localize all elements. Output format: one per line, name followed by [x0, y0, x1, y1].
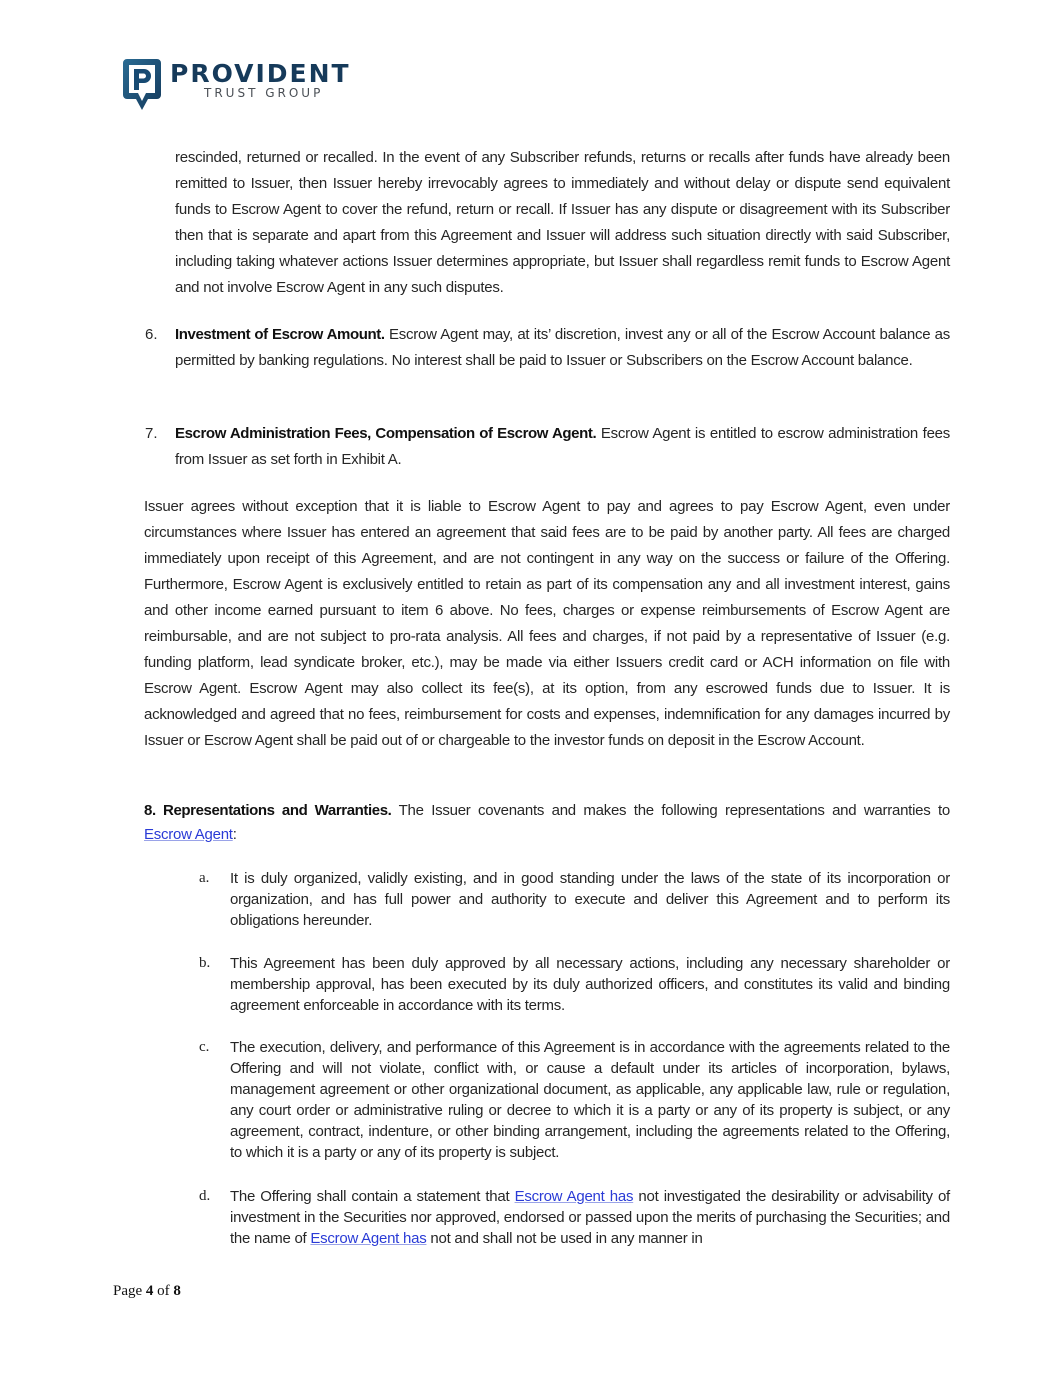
logo-p-pin-icon [122, 58, 162, 112]
logo-subtitle: TRUST GROUP [204, 86, 324, 100]
item-a-text: It is duly organized, validly existing, and in good standing under the laws of the state of its incorporation or organization, and has full power and authority to execute and deliver this Agreement and to perform its obligations hereunder. [230, 870, 950, 929]
page-current: 4 [145, 1283, 154, 1299]
item-b-text: This Agreement has been duly approved by all necessary actions, including any necessary shareholder or membership approval, has been executed by its duly authorized officers, and constitutes its valid and binding agreement enforceable in accordance with its terms. [230, 955, 950, 1014]
fees-paragraph: Issuer agrees without exception that it is liable to Escrow Agent to pay and agrees to pay Escrow Agent, even under circumstances where Issuer has entered an agreement that said fees are to be paid by another party. All fees are charged immediately upon receipt of this Agreement, and are not contingent in any way on the success or failure of the Offering. Furthermore, Escrow Agent is exclusively entitled to retain as part of its compensation any and all investment interest, gains and other income earned pursuant to item 6 above. No fees, charges or expense reimbursements of Escrow Agent are reimbursable, and are not subject to pro-rata analysis. All fees and charges, if not paid by a representative of Issuer (e.g. funding platform, lead syndicate broker, etc.), may be made via either Issuers credit card or ACH information on file with Escrow Agent. Escrow Agent may also collect its fee(s), at its option, from any escrowed funds due to Issuer. It is acknowledged and agreed that no fees, reimbursement for costs and expenses, indemnification for any damages incurred by Issuer or Escrow Agent shall be paid out of or chargeable to the investor funds on deposit in the Escrow Account. [144, 498, 950, 749]
item-c-text: The execution, delivery, and performance of this Agreement is in accordance with the agreements related to the Offering and will not violate, conflict with, or cause a default under its articles of incorporation, bylaws, management agreement or other organizational document, as applicable, any applicable law, rule or regulation, any court order or administrative ruling or decree to which it is a party or any of its property is subject, or any agreement, contract, indenture, or other binding arrangement, including the agreements related to the Offering, to which it is a party or any of its property is subject. [230, 1039, 950, 1161]
section-8-tail: : [232, 826, 237, 843]
page-of: of [153, 1283, 174, 1299]
item-a-label: a. [199, 870, 210, 886]
section-7-title: Escrow Administration Fees, Compensation of Escrow Agent. [175, 425, 597, 442]
section-7-number: 7. [145, 425, 158, 442]
item-d-text-1: The Offering shall contain a statement that [230, 1188, 515, 1205]
escrow-agent-has-link-1[interactable]: Escrow Agent has [514, 1188, 634, 1205]
section-6-body: Escrow Agent may, at its’ discretion, invest any or all of the Escrow Account balance as permitted by banking regulations. No interest shall be paid to Issuer or Subscribers on the Escrow Account balance. [175, 326, 950, 369]
logo-name: PROVIDENT [170, 59, 351, 88]
section-8-body: The Issuer covenants and makes the following representations and warranties to [391, 802, 950, 819]
page-prefix: Page [113, 1283, 146, 1299]
section-6-paragraph [175, 322, 950, 374]
escrow-agent-link[interactable]: Escrow Agent [144, 826, 233, 843]
item-d-text [230, 1186, 950, 1249]
escrow-agent-has-link-2[interactable]: Escrow Agent has [310, 1230, 427, 1247]
section-6-number: 6. [145, 326, 158, 343]
item-d-text-3: not and shall not be used in any manner in [426, 1230, 703, 1247]
item-d-label: d. [199, 1188, 211, 1204]
item-d-text-2: not investigated the desirability or advisability of investment in the Securities nor approved, endorsed or passed upon the merits of purchasing the Securities; and the name of [230, 1188, 950, 1247]
section-7-body: Escrow Agent is entitled to escrow administration fees from Issuer as set forth in Exhibit A. [175, 425, 950, 468]
page-number-footer [113, 1283, 181, 1300]
section-8-title: 8. Representations and Warranties. [144, 802, 392, 819]
page-total: 8 [173, 1283, 181, 1299]
provident-logo [122, 58, 362, 114]
item-b-label: b. [199, 955, 211, 971]
section-8-paragraph [144, 799, 950, 847]
continuation-paragraph: rescinded, returned or recalled. In the event of any Subscriber refunds, returns or recalls after funds have already been remitted to Issuer, then Issuer hereby irrevocably agrees to immediately and without delay or dispute send equivalent funds to Escrow Agent to cover the refund, return or recall. If Issuer has any dispute or disagreement with its Subscriber then that is separate and apart from this Agreement and Issuer will address such situation directly with said Subscriber, including taking whatever actions Issuer determines appropriate, but Issuer shall regardless remit funds to Escrow Agent and not involve Escrow Agent in any such disputes. [175, 149, 950, 296]
section-7-paragraph [175, 421, 950, 473]
item-c-label: c. [199, 1039, 210, 1055]
section-6-title: Investment of Escrow Amount. [175, 326, 385, 343]
